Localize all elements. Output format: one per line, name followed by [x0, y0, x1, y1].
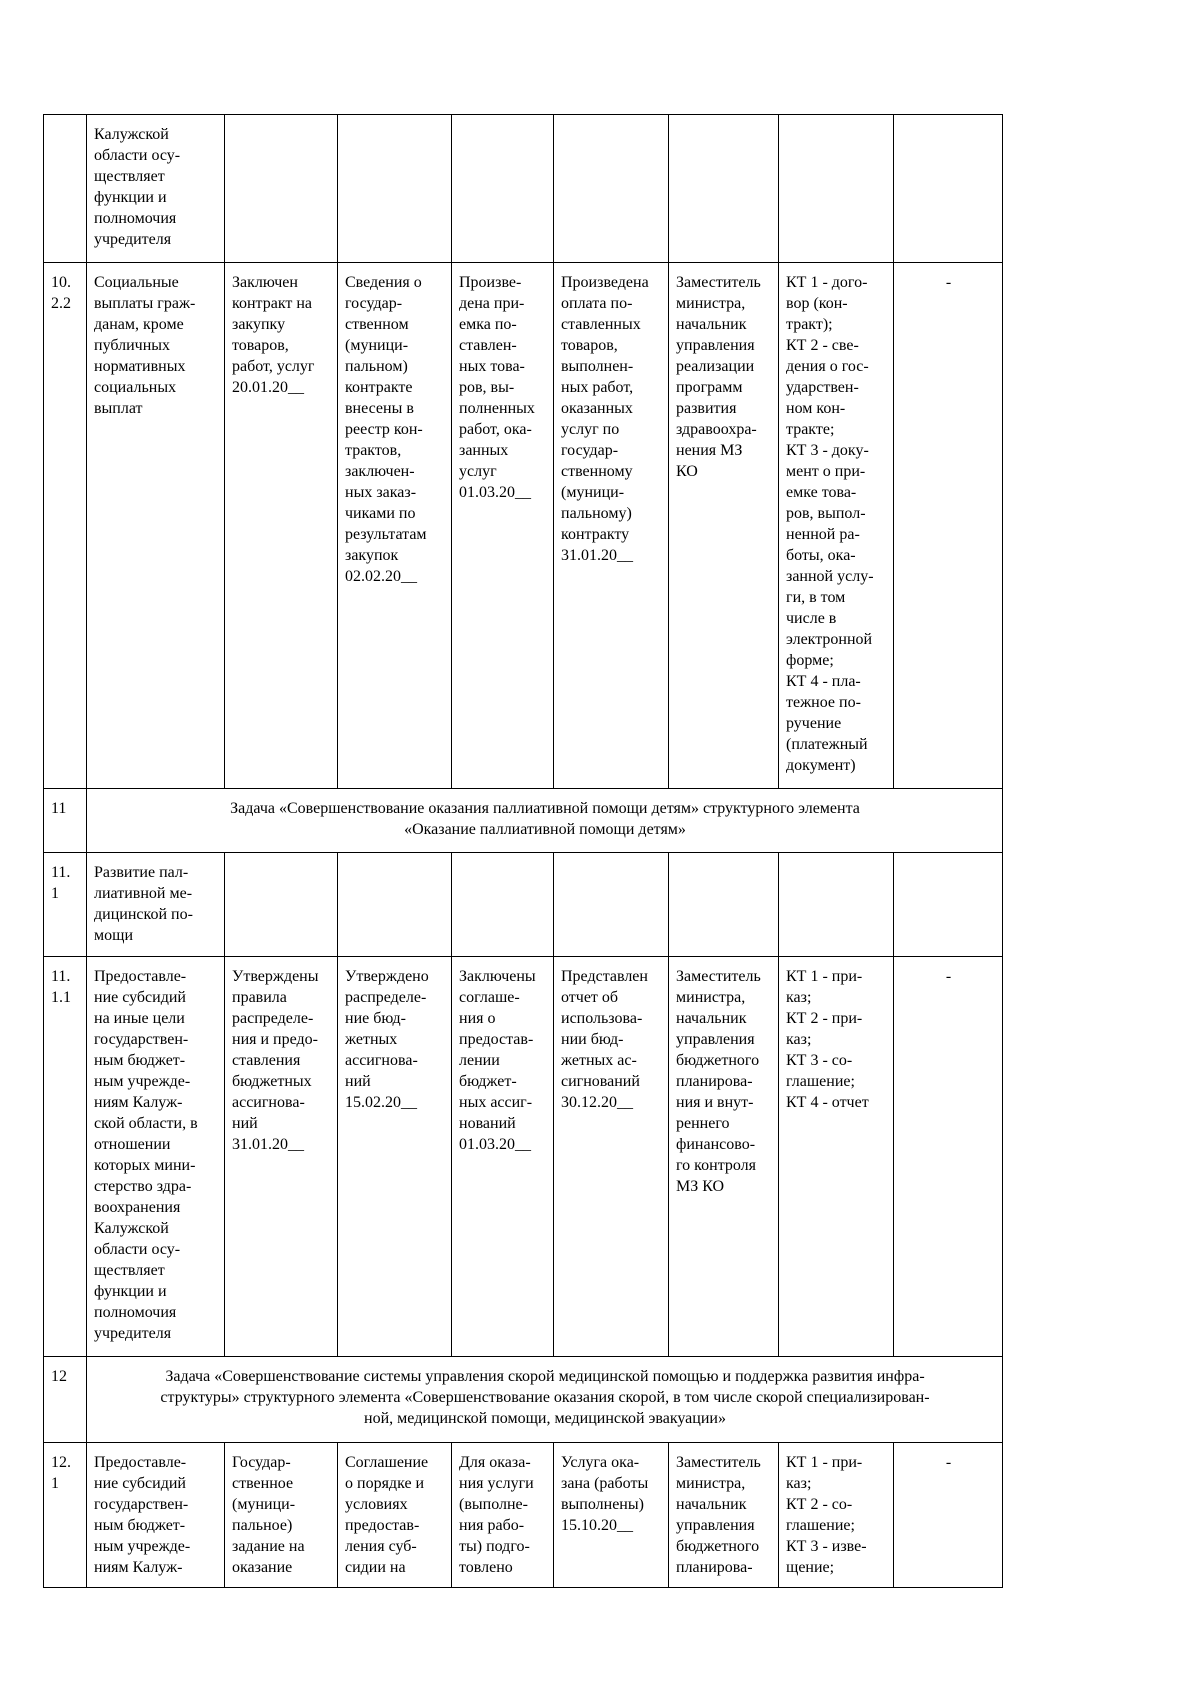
control-point-2: Утверждено распределе- ние бюд- жетных ассигнова- ний 15.02.20__ [338, 957, 452, 1357]
measure-name: Предоставле- ние субсидий государствен- ным бюджет- ным учрежде- ниям Калуж- [87, 1443, 225, 1588]
confirming-document: КТ 1 - дого- вор (кон- тракт); КТ 2 - све- дения о гос- ударствен- ном кон- тракте; КТ 3 - доку- мент о при- емке това- ров, выпол- ненной ра- боты, ока- занной услу- ги, в том числе в электронной форме; КТ 4 - пла- тежное по- ручение (платежный документ) [779, 263, 894, 789]
responsible-person [669, 115, 779, 263]
responsible-person: Заместитель министра, начальник управления бюджетного планирова- ния и внут- реннего финансово- го контроля МЗ КО [669, 957, 779, 1357]
control-point-1 [225, 115, 338, 263]
table-row [44, 263, 1003, 789]
table-row [44, 853, 1003, 957]
control-point-3: Заключены соглаше- ния о предостав- лении бюджет- ных ассиг- нований 01.03.20__ [452, 957, 554, 1357]
control-point-4: Представлен отчет об использова- нии бюд- жетных ас- сигнований 30.12.20__ [554, 957, 669, 1357]
control-point-3: Произве- дена при- емка по- ставлен- ных това- ров, вы- полненных работ, ока- занных услуг 01.03.20__ [452, 263, 554, 789]
control-point-4: Услуга ока- зана (работы выполнены) 15.10.20__ [554, 1443, 669, 1588]
measure-name: Развитие пал- лиативной ме- дицинской по- мощи [87, 853, 225, 957]
measures-table [43, 114, 1003, 1588]
confirming-document: КТ 1 - при- каз; КТ 2 - со- глашение; КТ 3 - изве- щение; [779, 1443, 894, 1588]
control-point-3 [452, 853, 554, 957]
control-point-2 [338, 853, 452, 957]
control-point-3: Для оказа- ния услуги (выполне- ния рабо- ты) подго- товлено [452, 1443, 554, 1588]
measure-name: Предоставле- ние субсидий на иные цели государствен- ным бюджет- ным учрежде- ниям Калуж- ской области, в отношении которых мини- стерство здра- воохранения Калужской области осу- ществляет функции и полномочия учредителя [87, 957, 225, 1357]
task-description: Задача «Совершенствование системы управления скорой медицинской помощью и поддержка развития инфра- структуры» структурного элемента «Совершенствование оказания скорой, в том числе скорой специализирован- ной, медицинской помощи, медицинской эвакуации» [87, 1357, 1003, 1443]
control-point-2: Сведения о государ- ственном (муници- пальном) контракте внесены в реестр кон- трактов, заключен- ных заказ- чиками по результатам закупок 02.02.20__ [338, 263, 452, 789]
remark: - [894, 263, 1003, 789]
confirming-document [779, 115, 894, 263]
confirming-document: КТ 1 - при- каз; КТ 2 - при- каз; КТ 3 - со- глашение; КТ 4 - отчет [779, 957, 894, 1357]
row-number [44, 115, 87, 263]
control-point-1: Государ- ственное (муници- пальное) задание на оказание [225, 1443, 338, 1588]
row-number: 11. 1.1 [44, 957, 87, 1357]
table-row [44, 957, 1003, 1357]
control-point-4 [554, 115, 669, 263]
control-point-4 [554, 853, 669, 957]
task-number: 12 [44, 1357, 87, 1443]
responsible-person: Заместитель министра, начальник управления реализации программ развития здравоохра- нения МЗ КО [669, 263, 779, 789]
row-number: 11. 1 [44, 853, 87, 957]
control-point-1 [225, 853, 338, 957]
control-point-3 [452, 115, 554, 263]
task-number: 11 [44, 789, 87, 853]
remark: - [894, 1443, 1003, 1588]
task-row [44, 789, 1003, 853]
task-description: Задача «Совершенствование оказания паллиативной помощи детям» структурного элемента «Оказание паллиативной помощи детям» [87, 789, 1003, 853]
control-point-1: Утверждены правила распределе- ния и предо- ставления бюджетных ассигнова- ний 31.01.20__ [225, 957, 338, 1357]
control-point-1: Заключен контракт на закупку товаров, работ, услуг 20.01.20__ [225, 263, 338, 789]
table-row [44, 115, 1003, 263]
remark: - [894, 957, 1003, 1357]
control-point-2: Соглашение о порядке и условиях предостав- ления суб- сидии на [338, 1443, 452, 1588]
responsible-person: Заместитель министра, начальник управления бюджетного планирова- [669, 1443, 779, 1588]
remark [894, 853, 1003, 957]
confirming-document [779, 853, 894, 957]
row-number: 10. 2.2 [44, 263, 87, 789]
control-point-4: Произведена оплата по- ставленных товаров, выполнен- ных работ, оказанных услуг по государ- ственному (муници- пальному) контракту 31.01.20__ [554, 263, 669, 789]
control-point-2 [338, 115, 452, 263]
measure-name: Социальные выплаты граж- данам, кроме публичных нормативных социальных выплат [87, 263, 225, 789]
measure-name: Калужской области осу- ществляет функции и полномочия учредителя [87, 115, 225, 263]
table-row [44, 1443, 1003, 1588]
responsible-person [669, 853, 779, 957]
row-number: 12. 1 [44, 1443, 87, 1588]
remark [894, 115, 1003, 263]
task-row [44, 1357, 1003, 1443]
